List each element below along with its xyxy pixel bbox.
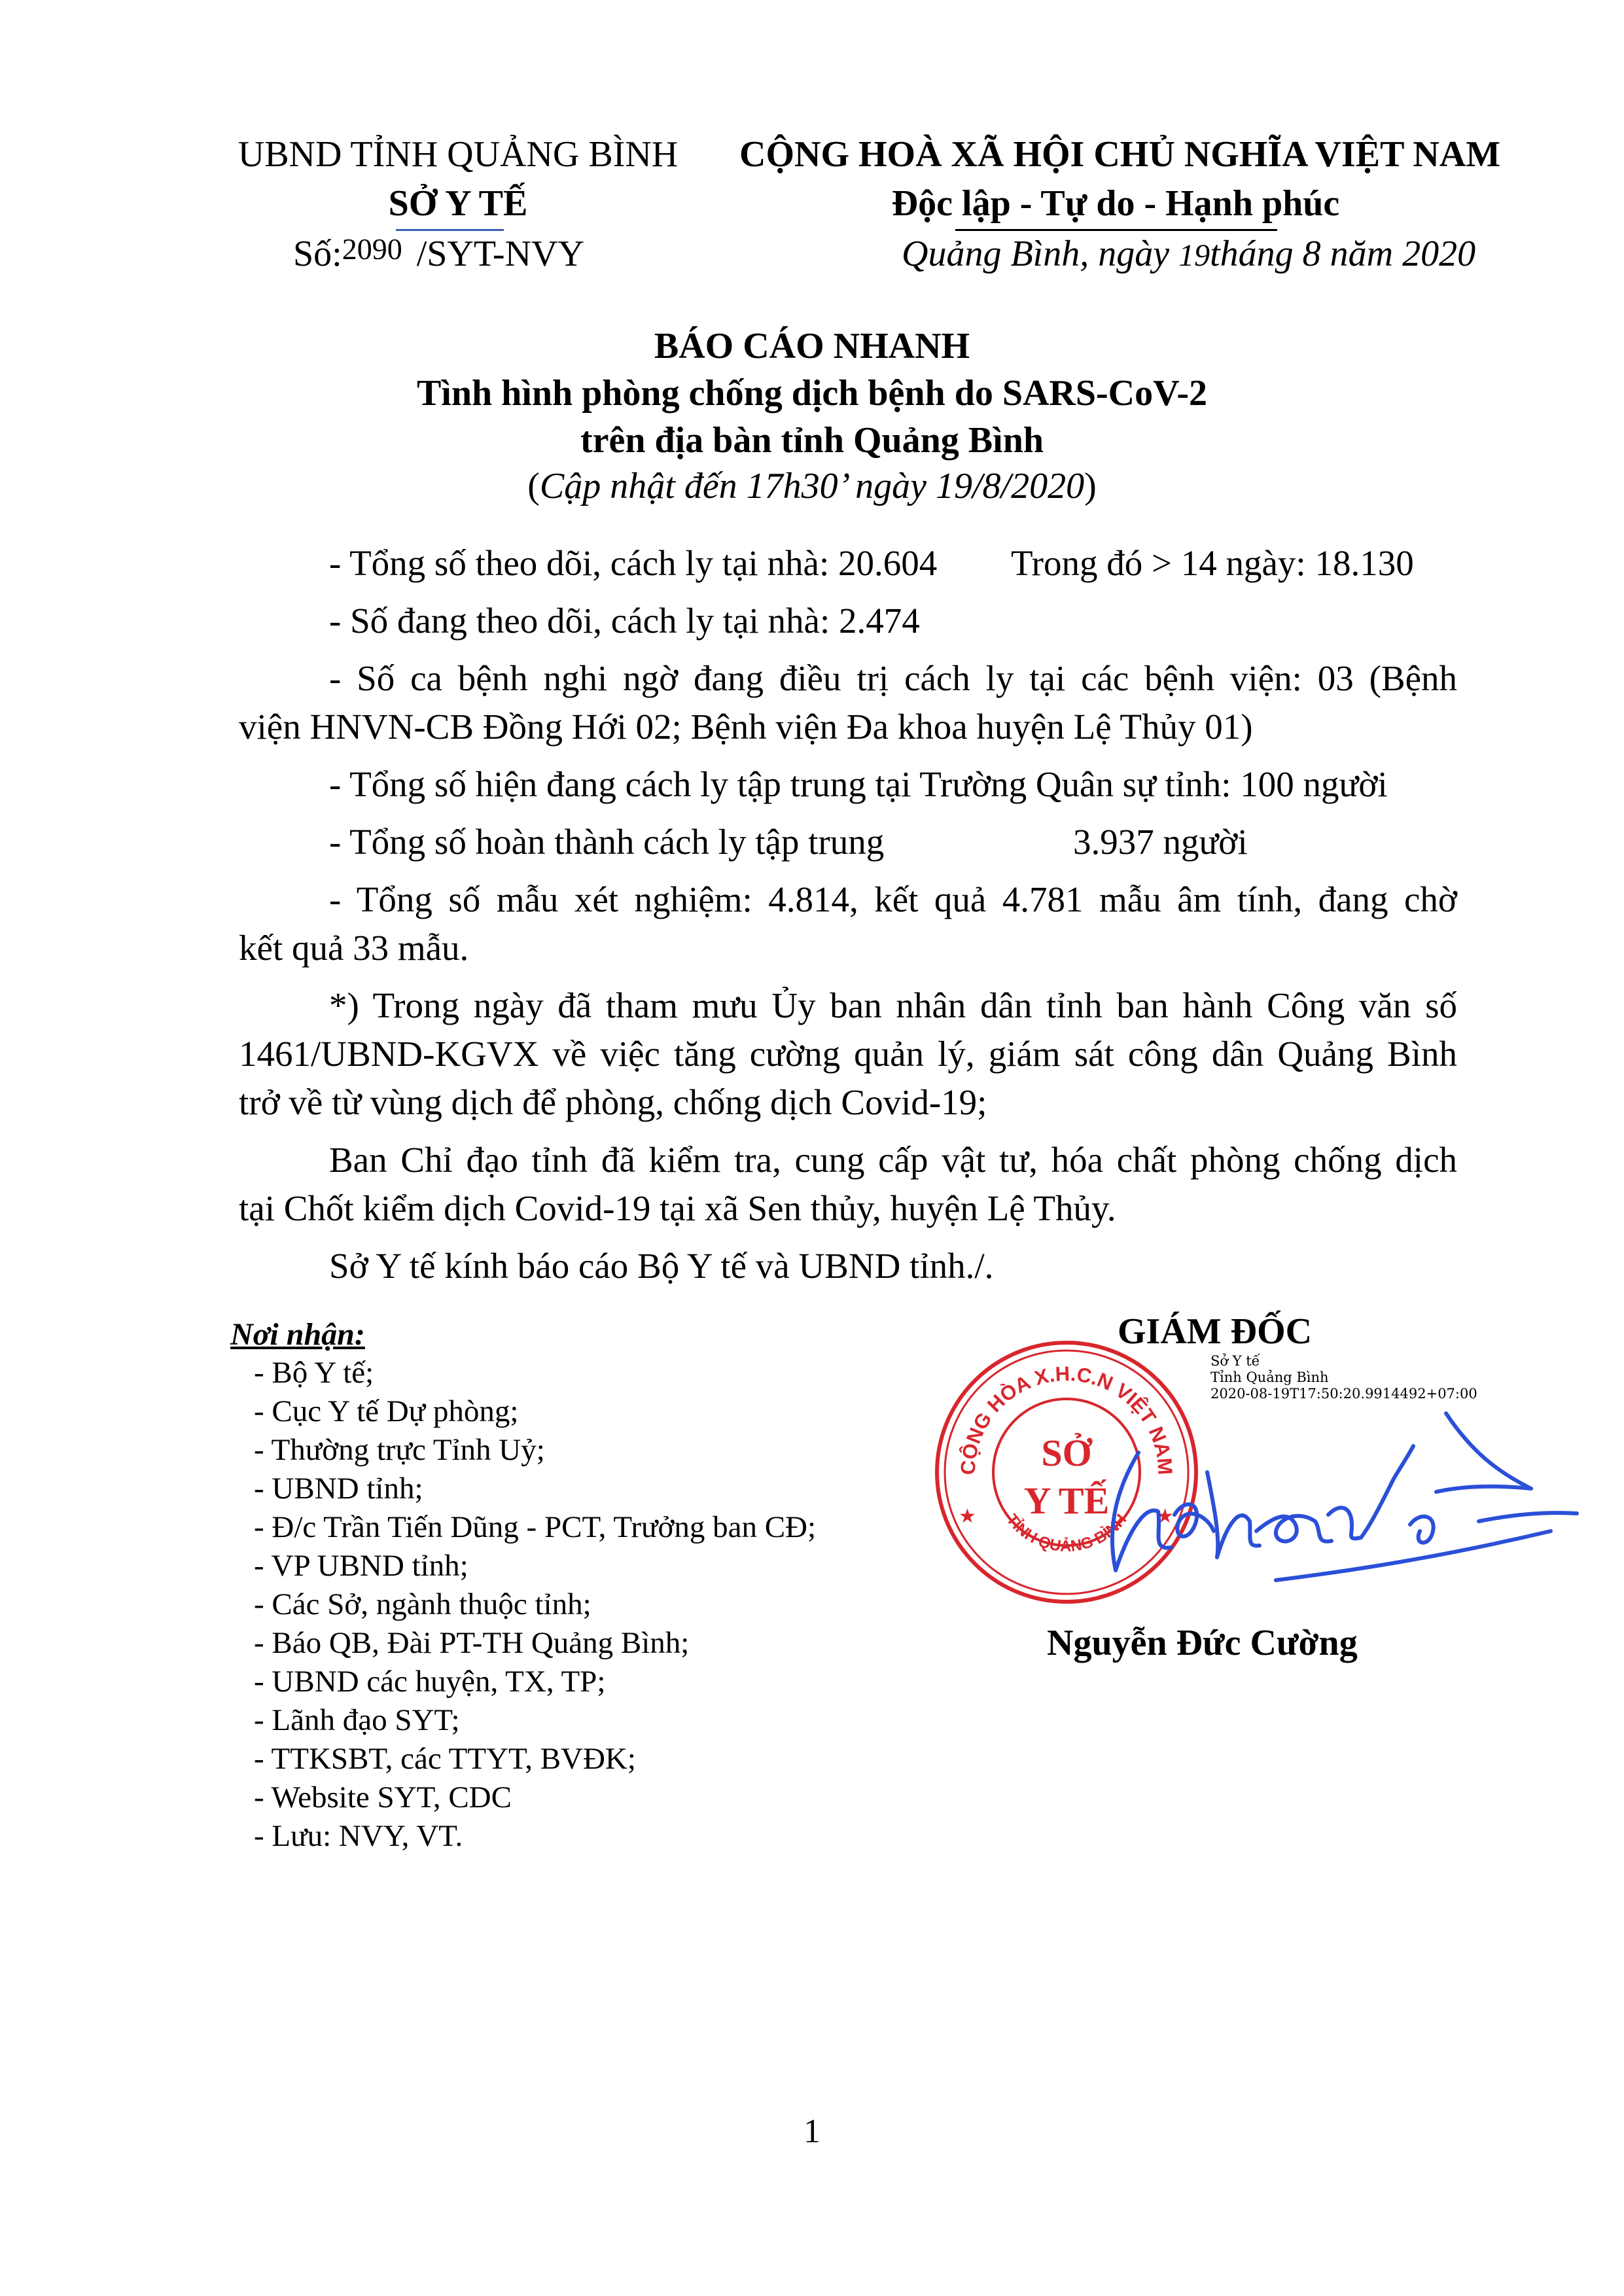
date-suffix: tháng 8 năm 2020 [1210, 234, 1476, 274]
recipient-item: - Lưu: NVY, VT. [254, 1819, 463, 1853]
recipient-item: - Thường trực Tỉnh Uỷ; [254, 1433, 545, 1467]
so-label: Số: [293, 234, 342, 274]
body-para-2a: Ban Chỉ đạo tỉnh đã kiểm tra, cung cấp vật tư, hóa chất phòng chống dịch [329, 1140, 1457, 1180]
body-para-1c: trở về từ vùng dịch để phòng, chống dịch Covid-19; [239, 1082, 987, 1122]
date-prefix: Quảng Bình, ngày [902, 234, 1179, 274]
country-name: CỘNG HOÀ XÃ HỘI CHỦ NGHĨA VIỆT NAM [739, 134, 1501, 175]
seal-star-left-icon: ★ [959, 1505, 976, 1528]
recipient-item: - UBND tỉnh; [254, 1472, 423, 1506]
recipient-item: - Báo QB, Đài PT-TH Quảng Bình; [254, 1626, 690, 1660]
agency-name: UBND TỈNH QUẢNG BÌNH [238, 134, 679, 175]
body-line-5a: - Tổng số hoàn thành cách ly tập trung [329, 822, 885, 862]
seal-top-text: CỘNG HÒA X.H.C.N VIỆT NAM [956, 1362, 1177, 1475]
recipient-item: - Lãnh đạo SYT; [254, 1703, 460, 1737]
body-line-6a: - Tổng số mẫu xét nghiệm: 4.814, kết quả 4.781 mẫu âm tính, đang chờ [329, 879, 1457, 919]
report-subtitle-1: Tình hình phòng chống dịch bệnh do SARS-CoV-2 [416, 373, 1208, 414]
handwritten-signature [1080, 1374, 1590, 1610]
body-line-4: - Tổng số hiện đang cách ly tập trung tại Trường Quân sự tỉnh: 100 người [329, 764, 1388, 804]
update-text: Cập nhật đến 17h30’ ngày 19/8/2020 [539, 466, 1085, 506]
recipients-title: Nơi nhận: [230, 1317, 365, 1352]
recipient-item: - Bộ Y tế; [254, 1356, 374, 1390]
so-suffix: /SYT-NVY [416, 234, 584, 274]
recipient-item: - Cục Y tế Dự phòng; [254, 1394, 519, 1428]
body-line-3a: - Số ca bệnh nghi ngờ đang điều trị cách ly tại các bệnh viện: 03 (Bệnh [329, 658, 1457, 698]
body-para-1a: *) Trong ngày đã tham mưu Ủy ban nhân dân tỉnh ban hành Công văn số [329, 985, 1457, 1025]
report-subtitle-2: trên địa bàn tỉnh Quảng Bình [580, 420, 1044, 461]
body-line-3b: viện HNVN-CB Đồng Hới 02; Bệnh viện Đa khoa huyện Lệ Thủy 01) [239, 707, 1253, 747]
recipient-item: - Các Sở, ngành thuộc tỉnh; [254, 1587, 591, 1621]
body-para-1b: 1461/UBND-KGVX về việc tăng cường quản lý, giám sát công dân Quảng Bình [239, 1034, 1457, 1074]
body-line-1b: Trong đó > 14 ngày: 18.130 [1011, 543, 1414, 583]
recipient-item: - TTKSBT, các TTYT, BVĐK; [254, 1742, 636, 1776]
country-motto: Độc lập - Tự do - Hạnh phúc [891, 183, 1340, 224]
date-day: 19 [1178, 238, 1210, 273]
update-close: ) [1084, 466, 1097, 506]
document-date [902, 230, 1475, 279]
seal-center-line-1: SỞ [1041, 1432, 1092, 1474]
body-line-6b: kết quả 33 mẫu. [239, 928, 469, 968]
update-open: ( [527, 466, 540, 506]
report-title: BÁO CÁO NHANH [654, 326, 970, 366]
department-name: SỞ Y TẾ [388, 183, 528, 224]
signer-name: Nguyễn Đức Cường [1047, 1623, 1358, 1663]
digital-signer-province: Tỉnh Quảng Bình [1210, 1369, 1329, 1385]
digital-signer-org: Sở Y tế [1210, 1353, 1260, 1369]
page-number: 1 [803, 2113, 821, 2150]
digital-signature-timestamp: 2020-08-19T17:50:20.9914492+07:00 [1210, 1386, 1477, 1402]
seal-star-right-icon: ★ [1156, 1505, 1174, 1528]
document-number [293, 230, 584, 279]
signer-position: GIÁM ĐỐC [1118, 1311, 1313, 1352]
so-number: 2090 [342, 232, 402, 266]
report-update-time [0, 463, 1624, 510]
recipient-item: - UBND các huyện, TX, TP; [254, 1665, 606, 1699]
seal-bottom-text: TỈNH QUẢNG BÌNH [1002, 1511, 1131, 1556]
body-line-1a: - Tổng số theo dõi, cách ly tại nhà: 20.604 [329, 543, 938, 583]
body-line-2: - Số đang theo dõi, cách ly tại nhà: 2.474 [329, 601, 920, 641]
body-para-3: Sở Y tế kính báo cáo Bộ Y tế và UBND tỉnh./. [329, 1246, 994, 1286]
recipient-item: - VP UBND tỉnh; [254, 1549, 468, 1583]
seal-center-line-2: Y TẾ [1023, 1479, 1110, 1522]
recipient-item: - Đ/c Trần Tiến Dũng - PCT, Trưởng ban CĐ; [254, 1510, 817, 1544]
body-para-2b: tại Chốt kiểm dịch Covid-19 tại xã Sen thủy, huyện Lệ Thủy. [239, 1188, 1116, 1228]
recipient-item: - Website SYT, CDC [254, 1780, 512, 1814]
body-line-5b: 3.937 người [1073, 822, 1248, 862]
